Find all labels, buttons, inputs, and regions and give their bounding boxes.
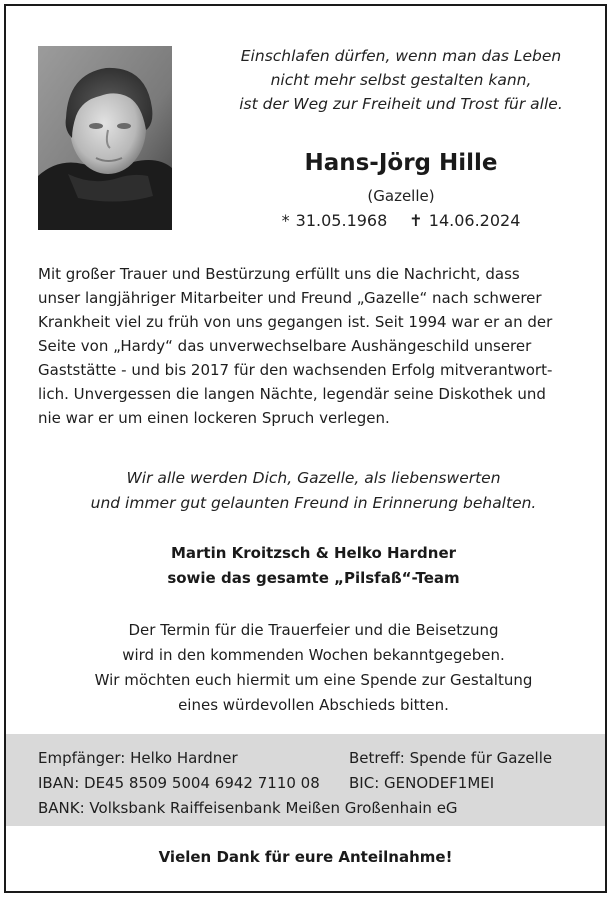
deceased-nickname: (Gazelle) (367, 187, 435, 205)
deceased-name: Hans-Jörg Hille (304, 150, 498, 176)
notice-line: eines würdevollen Abschieds bitten. (178, 696, 449, 714)
notice-line: Der Termin für die Trauerfeier und die Beisetzung (128, 621, 499, 639)
bank-name: BANK: Volksbank Raiffeisenbank Meißen Großenhain eG (38, 799, 458, 817)
text-line: Gaststätte - und bis 2017 für den wachsenden Erfolg mitverantwort- (38, 361, 553, 379)
text-line: Seite von „Hardy“ das unverwechselbare Aushängeschild unserer (38, 337, 532, 355)
remembrance-line: und immer gut gelaunten Freund in Erinnerung behalten. (90, 494, 537, 512)
remembrance-line: Wir alle werden Dich, Gazelle, als liebenswerten (126, 469, 501, 487)
signer-line: sowie das gesamte „Pilsfaß“-Team (167, 569, 460, 587)
donation-bank-details (6, 734, 605, 826)
life-dates (206, 211, 596, 230)
remembrance-text (26, 466, 601, 516)
obituary-frame (4, 4, 607, 893)
text-line: unser langjähriger Mitarbeiter und Freund „Gazelle“ nach schwerer (38, 289, 542, 307)
text-line: lich. Unvergessen die langen Nächte, legendär seine Diskothek und (38, 385, 546, 403)
portrait-photo (38, 46, 172, 230)
poem-line: nicht mehr selbst gestalten kann, (270, 71, 532, 89)
birth-date: * 31.05.1968 (281, 211, 388, 230)
notice-line: Wir möchten euch hiermit um eine Spende zur Gestaltung (94, 671, 533, 689)
death-date: ✝ 14.06.2024 (409, 211, 521, 230)
obituary-text (38, 262, 586, 430)
funeral-notice (26, 618, 601, 718)
bic: BIC: GENODEF1MEI (349, 774, 495, 792)
poem (206, 44, 596, 116)
text-line: Mit großer Trauer und Bestürzung erfüllt uns die Nachricht, dass (38, 265, 520, 283)
iban: IBAN: DE45 8509 5004 6942 7110 08 (38, 774, 320, 792)
signer-line: Martin Kroitzsch & Helko Hardner (170, 544, 457, 562)
poem-line: Einschlafen dürfen, wenn man das Leben (240, 47, 562, 65)
recipient: Empfänger: Helko Hardner (38, 749, 238, 767)
signers (26, 541, 601, 591)
thanks-line: Vielen Dank für eure Anteilnahme! (158, 848, 453, 866)
subject: Betreff: Spende für Gazelle (349, 749, 553, 767)
notice-line: wird in den kommenden Wochen bekanntgegeben. (122, 646, 505, 664)
text-line: Krankheit viel zu früh von uns gegangen ist. Seit 1994 war er an der (38, 313, 553, 331)
poem-line: ist der Weg zur Freiheit und Trost für alle. (239, 95, 563, 113)
text-line: nie war er um einen lockeren Spruch verlegen. (38, 409, 390, 427)
